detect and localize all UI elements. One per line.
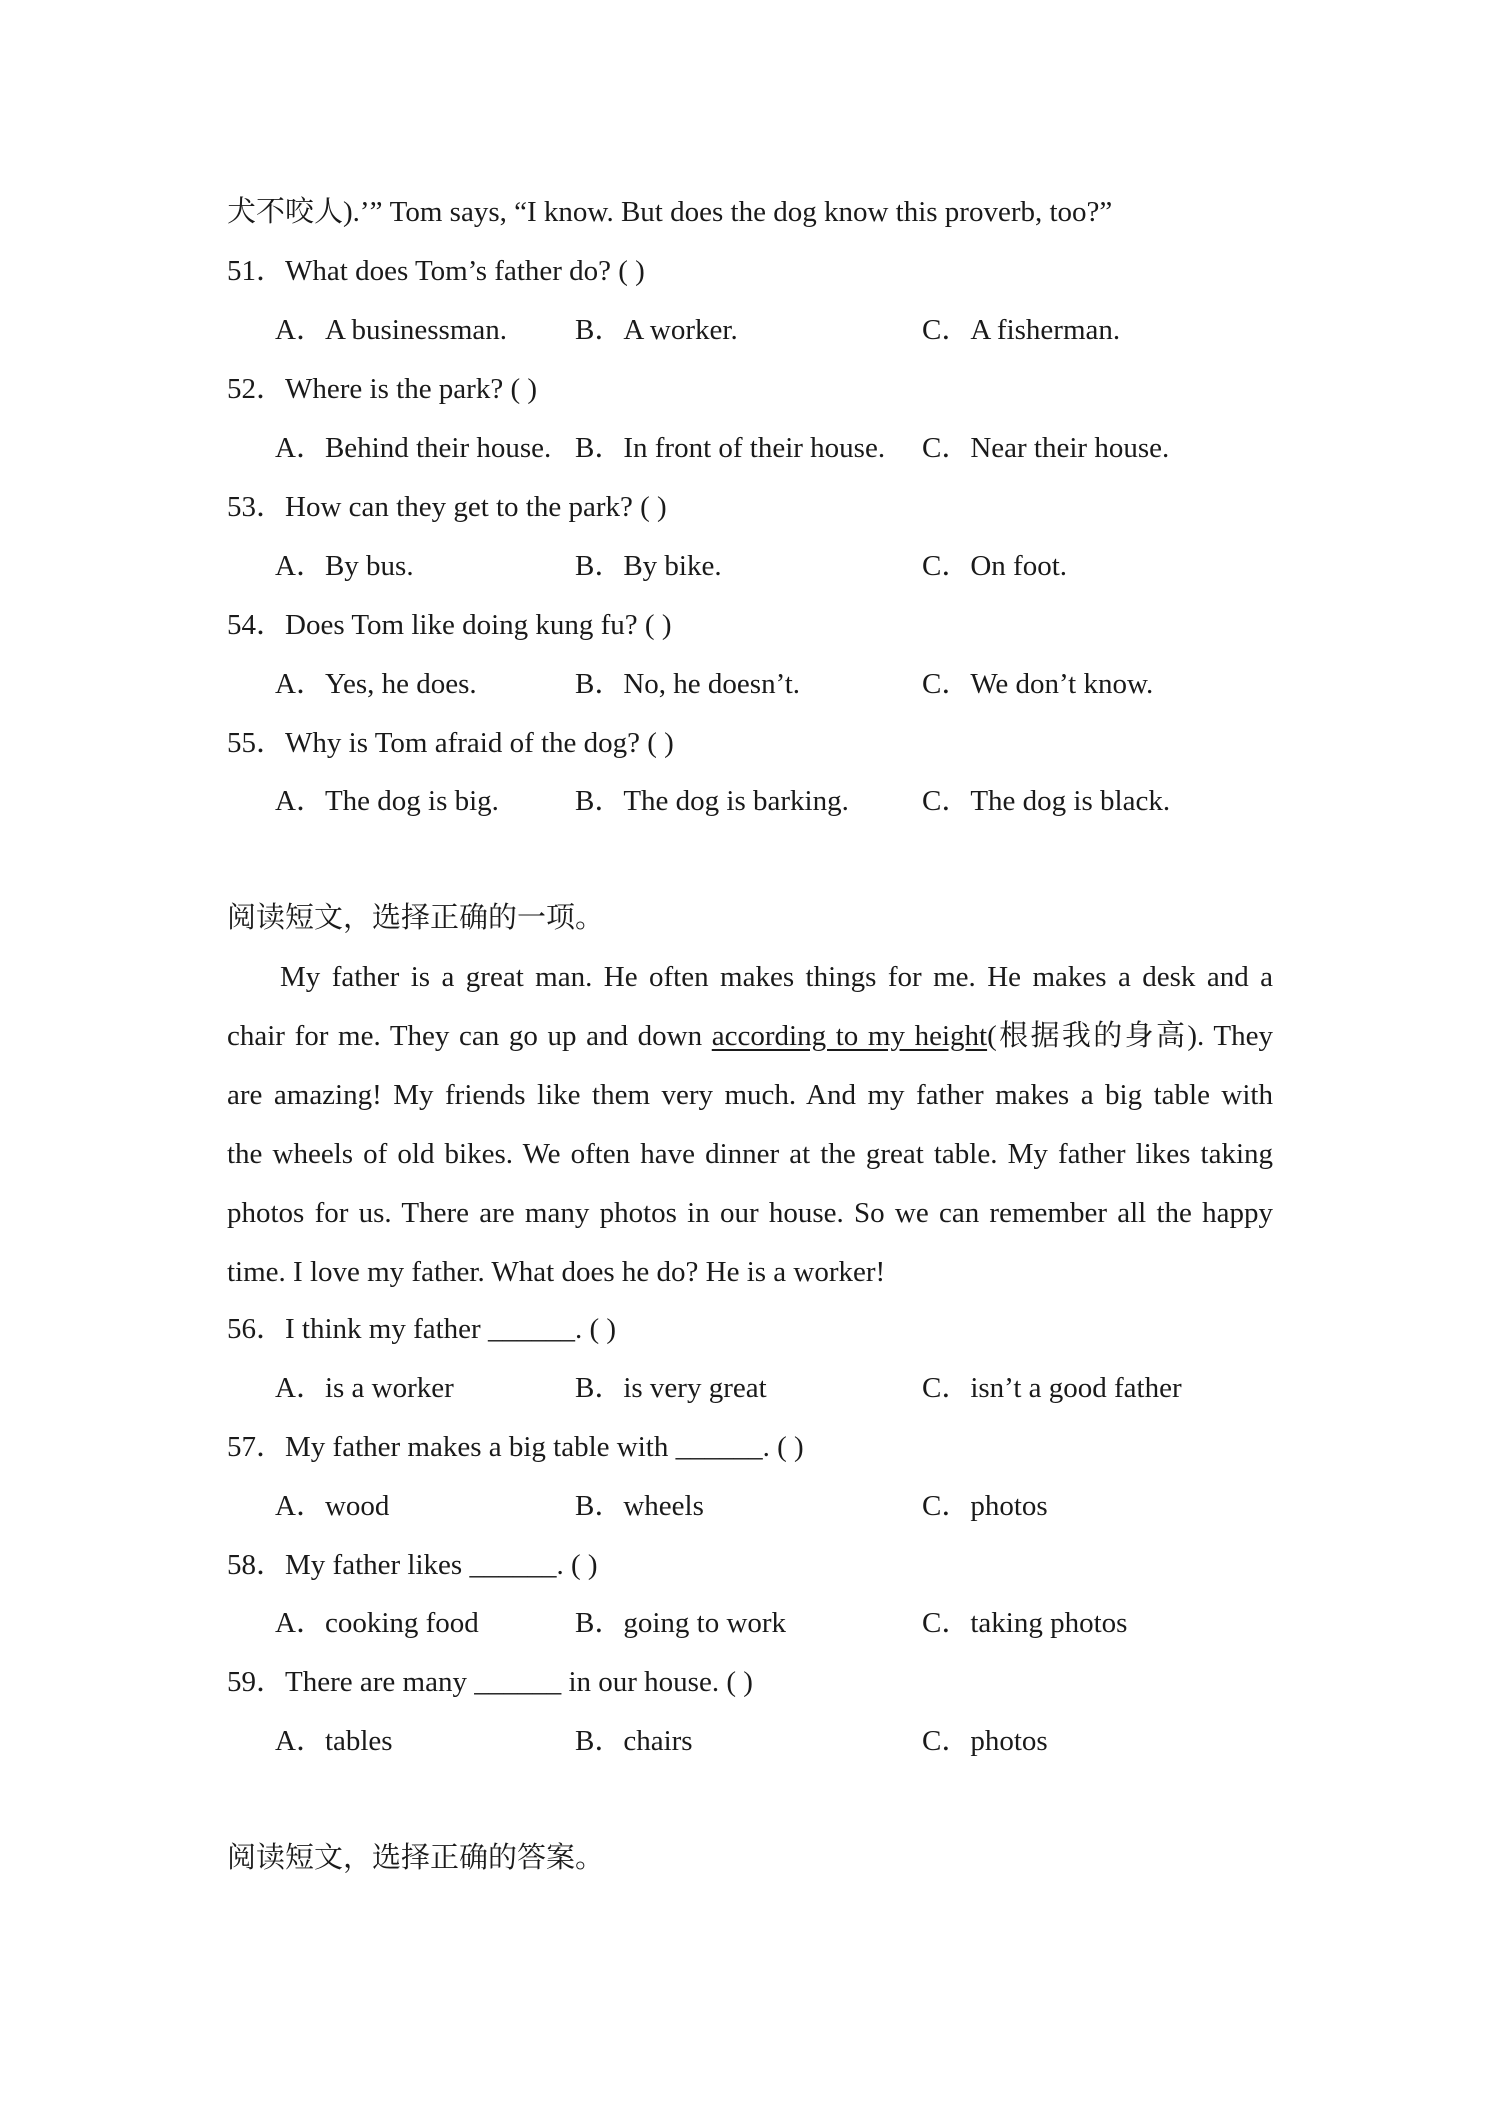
question-text: . ( ) [762,1431,804,1463]
question-55 [227,723,674,763]
option-53-c: C．On foot. [922,550,1068,582]
question-number: 51． [227,255,286,287]
option-58-a: A．cooking food [275,1607,479,1639]
question-text: How can they get to the park? ( ) [285,491,667,523]
option-53-a: A．By bus. [275,550,414,582]
question-52 [227,369,537,409]
reading-passage [227,948,1273,1302]
option-54-b: B．No, he doesn’t. [575,668,801,700]
underlined-phrase: according to my height [711,1020,988,1052]
option-51-a: A．A businessman. [275,314,508,346]
question-59 [227,1662,753,1702]
option-59-c: C．photos [922,1725,1048,1757]
question-text: . ( ) [574,1313,617,1345]
option-59-a: A．tables [275,1725,393,1757]
option-56-a: A．is a worker [275,1372,454,1404]
question-text: What does Tom’s father do? ( ) [285,255,645,287]
option-54-c: C．We don’t know. [922,668,1154,700]
question-text: There are many [285,1666,475,1698]
option-53-b: B．By bike. [575,550,722,582]
question-text: in our house. ( ) [561,1666,753,1698]
option-55-c: C．The dog is black. [922,785,1171,817]
section-instruction: 阅读短文，选择正确的一项。 [227,902,605,934]
question-number: 57． [227,1431,286,1463]
answer-blank: ______ [474,1666,562,1698]
question-number: 54． [227,609,286,641]
question-text: I think my father [285,1313,488,1345]
option-56-c: C．isn’t a good father [922,1372,1182,1404]
option-55-b: B．The dog is barking. [575,785,849,817]
question-number: 58． [227,1549,286,1581]
option-52-b: B．In front of their house. [575,432,886,464]
option-58-c: C．taking photos [922,1607,1128,1639]
option-52-a: A．Behind their house. [275,432,552,464]
question-58 [227,1545,598,1585]
passage-text: chair for me. They can go up and down [227,1020,712,1052]
question-text: Does Tom like doing kung fu? ( ) [285,609,672,641]
passage-line [227,1007,1273,1066]
option-55-a: A．The dog is big. [275,785,499,817]
question-number: 52． [227,373,286,405]
question-text: My father likes [285,1549,470,1581]
option-51-c: C．A fisherman. [922,314,1121,346]
question-text: Why is Tom afraid of the dog? ( ) [285,727,674,759]
option-52-c: C．Near their house. [922,432,1170,464]
question-57 [227,1427,804,1467]
question-54 [227,605,671,645]
question-number: 56． [227,1313,286,1345]
option-54-a: A．Yes, he does. [275,668,477,700]
option-58-b: B．going to work [575,1607,787,1639]
question-number: 59． [227,1666,286,1698]
option-57-c: C．photos [922,1490,1048,1522]
question-56 [227,1309,616,1349]
answer-blank: ______ [487,1313,575,1345]
question-text: . ( ) [556,1549,598,1581]
option-59-b: B．chairs [575,1725,693,1757]
passage-fragment: 犬不咬人).’” Tom says, “I know. But does the dog know this proverb, too?” [227,196,1113,228]
passage-line: are amazing! My friends like them very much. And my father makes a big table with [227,1079,1273,1111]
question-number: 55． [227,727,286,759]
passage-line: time. I love my father. What does he do? He is a worker! [227,1256,886,1288]
section-instruction: 阅读短文，选择正确的答案。 [227,1842,605,1874]
question-text: Where is the park? ( ) [285,373,538,405]
answer-blank: ______ [675,1431,763,1463]
option-57-a: A．wood [275,1490,390,1522]
passage-text: (根据我的身高). They [987,1020,1273,1052]
passage-line: the wheels of old bikes. We often have dinner at the great table. My father likes taking [227,1138,1273,1170]
option-57-b: B．wheels [575,1490,704,1522]
question-53 [227,487,667,527]
question-51 [227,251,645,291]
question-text: My father makes a big table with [285,1431,676,1463]
option-51-b: B．A worker. [575,314,738,346]
answer-blank: ______ [469,1549,557,1581]
question-number: 53． [227,491,286,523]
passage-line: My father is a great man. He often makes things for me. He makes a desk and a [280,961,1273,993]
option-56-b: B．is very great [575,1372,767,1404]
passage-line: photos for us. There are many photos in our house. So we can remember all the happy [227,1197,1273,1229]
